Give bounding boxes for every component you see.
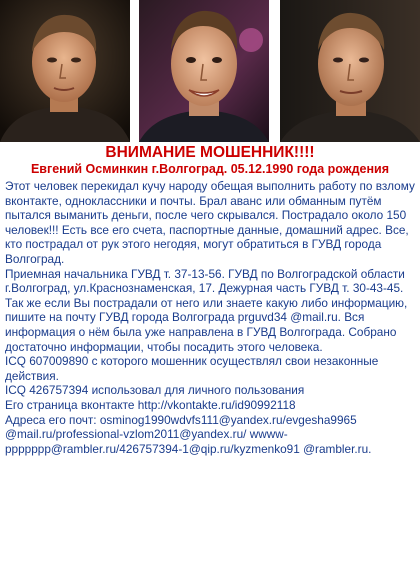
paragraph-icq-fraud: ICQ 607009890 с которого мошенник осуществлял свои незаконные действия. bbox=[5, 354, 379, 383]
person-name-line: Евгений Осминкин г.Волгоград. 05.12.1990 года рождения bbox=[30, 162, 390, 176]
paragraph-icq-personal: ICQ 426757394 использовал для личного пользования bbox=[5, 383, 305, 398]
portrait-photo-left bbox=[0, 0, 130, 142]
paragraph-emails: Адреса его почт: osminog1990wdvfs111@yandex.ru/evgesha9965 @mail.ru/professional-vzlom2011@yandex.ru/ wwww-ppppppp@rambler.ru/426757394-1@qip.ru/kyzmenko91 @rambler.ru. bbox=[5, 412, 372, 456]
poster-body bbox=[0, 177, 420, 456]
portrait-photo-right bbox=[280, 0, 420, 142]
paragraph-description: Этот человек перекидал кучу народу обещая выполнить работу по взлому вконтакте, одноклассники и почты. Брал аванс или обманным путём пытался выманить деньги, после чего скрывался. Пострадало около 150 человек!!! Есть все его счета, паспортные данные, домашний адрес. Все, кто пострадал от рук этого негодяя, могут обратиться в ГУВД города Волгоград. bbox=[5, 179, 415, 266]
warning-heading: ВНИМАНИЕ МОШЕННИК!!!! bbox=[105, 144, 315, 161]
paragraph-vk-page: Его страница вконтакте http://vkontakte.ru/id90992118 bbox=[5, 397, 296, 412]
portrait-photo-center bbox=[139, 0, 269, 142]
photo-strip bbox=[0, 0, 420, 142]
paragraph-police-contacts: Приемная начальника ГУВД т. 37-13-56. ГУВД по Волгоградской области г.Волгоград, ул.Краснознаменская, 17. Дежурная часть ГУВД т. 30-43-45. bbox=[5, 266, 405, 296]
paragraph-report-info: Так же если Вы пострадали от него или знаете какую либо информацию, пишите на почту ГУВД города Волгограда prguvd34 @mail.ru. Вся информация о нём была уже направлена в ГУВД Волгограда. Собрано достаточно информации, чтобы посадить этого человека. bbox=[5, 295, 408, 354]
